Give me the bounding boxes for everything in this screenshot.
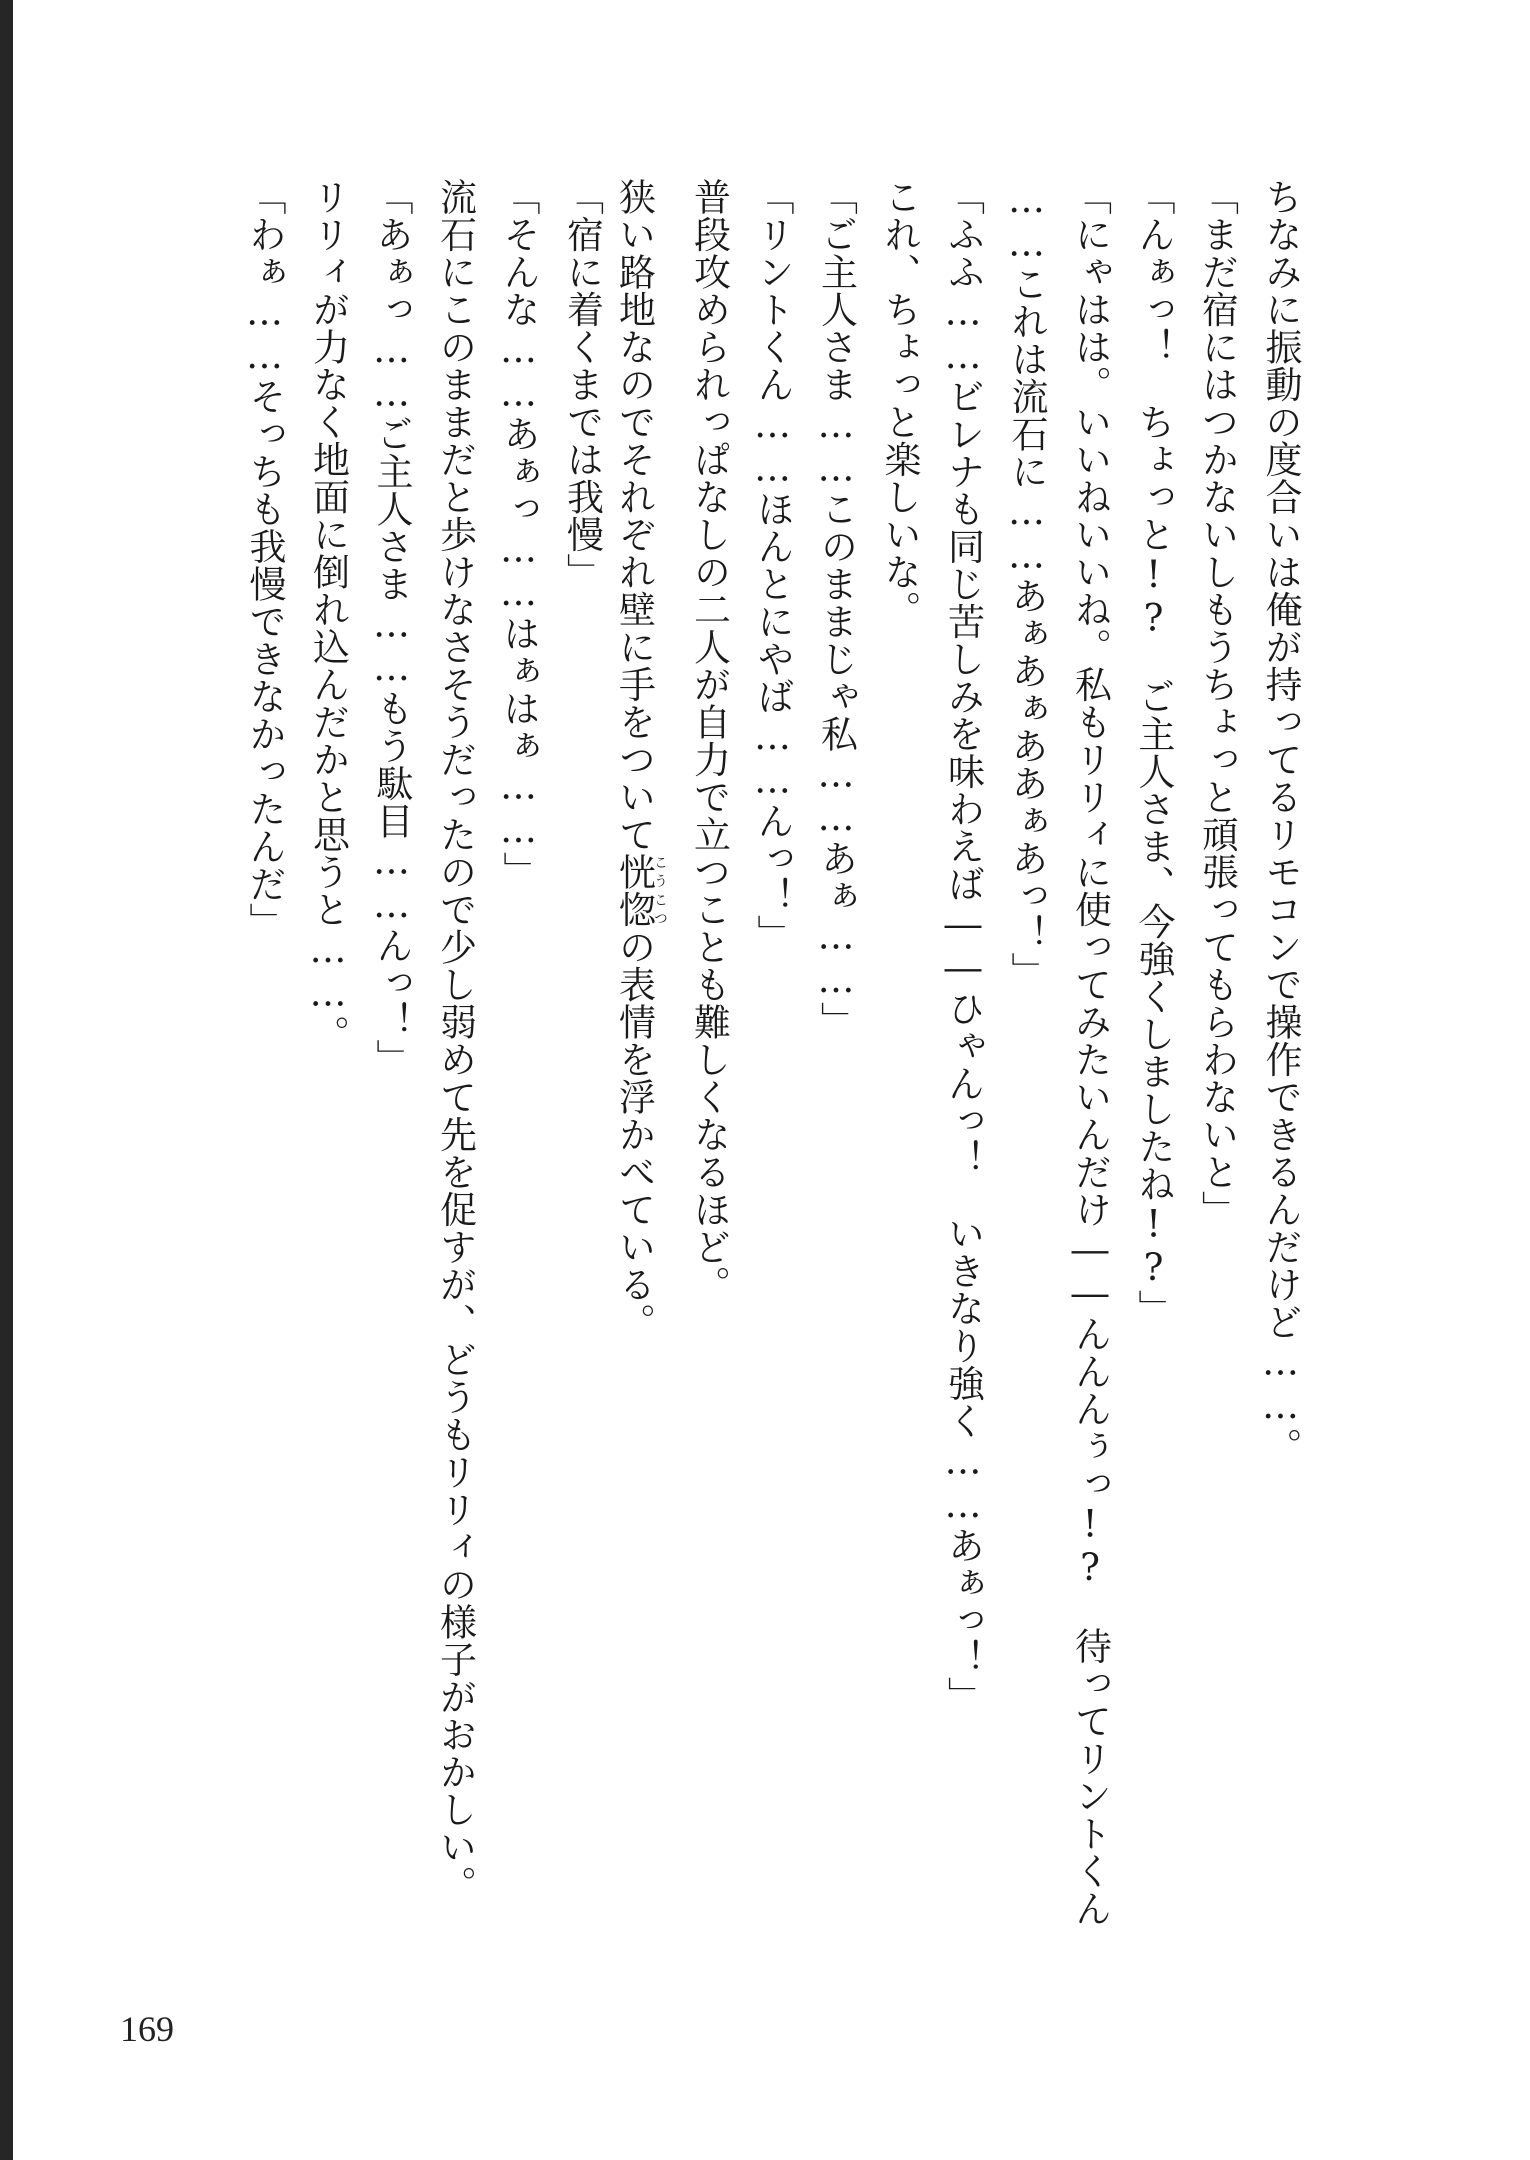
text-line-7: これ、ちょっと楽しいな。 — [878, 178, 921, 628]
text-line-13: 「そんな……あぁっ……はぁはぁ……」 — [497, 178, 540, 889]
ruby-reading: こうこつ — [652, 853, 668, 928]
text-line-15: 「あぁっ……ご主人さま……もう駄目……んっ！」 — [370, 178, 413, 1077]
binding-edge — [0, 0, 13, 2160]
text-line-12: 「宿に着くまでは我慢」 — [560, 178, 604, 591]
text-line-11-before-ruby: 狭い路地なのでそれぞれ壁に手をついて — [612, 178, 656, 853]
ruby-base: 恍惚 — [612, 853, 656, 928]
text-line-9: 「リントくん……ほんとにやば……んっ！」 — [751, 178, 794, 952]
text-line-1: ちなみに振動の度合いは俺が持ってるリモコンで操作できるんだけど……。 — [1259, 178, 1302, 1465]
page-number: 169 — [120, 2009, 174, 2049]
text-line-17: 「わぁ……そっちも我慢できなかったんだ」 — [243, 178, 286, 940]
text-line-11-after-ruby: の表情を浮かべている。 — [612, 928, 656, 1341]
text-line-14: 流石にこのままだと歩けなさそうだったので少し弱めて先を促すが、どうもリリィの様子がおかしい。 — [433, 178, 477, 1903]
text-line-5: ……これは流石に……あぁあぁああぁあっ！」 — [1005, 178, 1048, 990]
vertical-text-body — [182, 178, 1302, 1998]
text-line-3: 「んぁっ！ ちょっと!? ご主人さま、今強くしましたね!?」 — [1132, 178, 1175, 1327]
text-line-10: 普段攻められっぱなしの二人が自力で立つことも難しくなるほど。 — [687, 178, 731, 1303]
text-line-8: 「ご主人さま……このままじゃ私……あぁ……」 — [814, 178, 858, 1039]
text-line-6: 「ふふ……ビレナも同じ苦しみを味わえば――ひゃんっ！ いきなり強く……あぁっ！」 — [941, 178, 985, 1714]
text-line-11 — [612, 178, 668, 1998]
text-line-4: 「にゃはは。いいねいいね。私もリリィに使ってみたいんだけ――んんんぅっ!? 待ってリントくん — [1068, 178, 1112, 1927]
text-line-2: 「まだ宿にはつかないしもうちょっと頑張ってもらわないと」 — [1195, 178, 1239, 1228]
ruby-annotation — [612, 853, 668, 928]
text-line-16: リリィが力なく地面に倒れ込んだかと思うと……。 — [306, 178, 350, 1053]
